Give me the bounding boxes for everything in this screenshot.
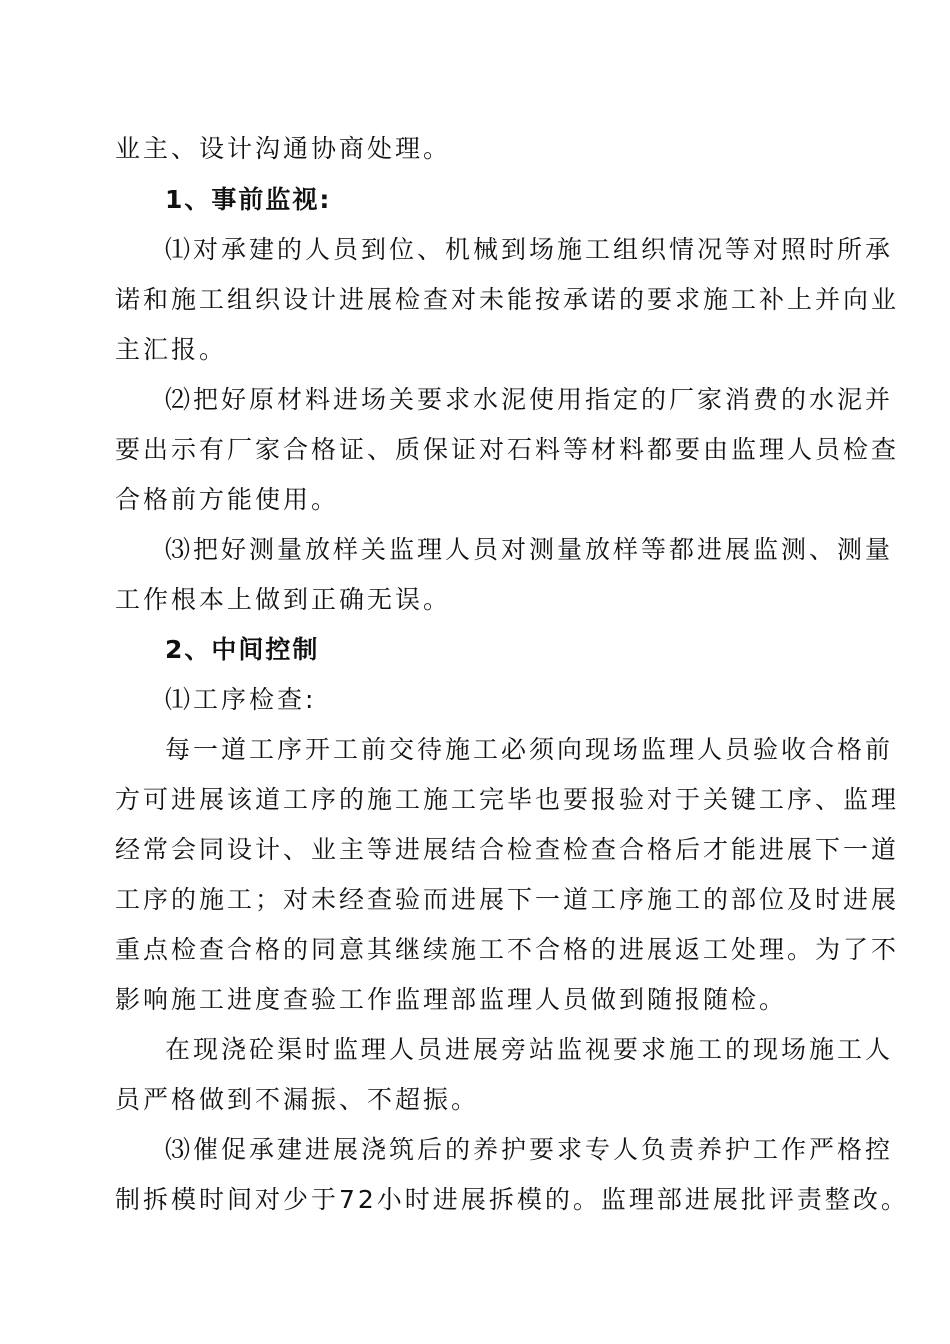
text-line: ⑶把好测量放样关监理人员对测量放样等都进展监测、测量 (165, 535, 894, 564)
text-line: ⑴工序检查: (165, 685, 317, 714)
text-line: 工作根本上做到正确无误。 (115, 585, 452, 614)
text-line: 员严格做到不漏振、不超振。 (115, 1085, 480, 1114)
section-heading: 1、事前监视: (165, 185, 332, 214)
text-line: 工序的施工；对未经查验而进展下一道工序施工的部位及时进展 (115, 885, 900, 914)
text-line: ⑴对承建的人员到位、机械到场施工组织情况等对照时所承 (165, 235, 894, 264)
text-line: 业主、设计沟通协商处理。 (115, 134, 452, 163)
section-heading: 2、中间控制 (165, 635, 320, 664)
text-line: 要出示有厂家合格证、质保证对石料等材料都要由监理人员检查 (115, 435, 900, 464)
text-line: 影响施工进度查验工作监理部监理人员做到随报随检。 (115, 985, 788, 1014)
text-line: 合格前方能使用。 (115, 485, 340, 514)
text-line: 制拆模时间对少于72小时进展拆模的。监理部进展批评责整改。 (115, 1185, 909, 1214)
text-line: ⑵把好原材料进场关要求水泥使用指定的厂家消费的水泥并 (165, 385, 894, 414)
text-line: 方可进展该道工序的施工施工完毕也要报验对于关键工序、监理 (115, 785, 900, 814)
text-line: ⑶催促承建进展浇筑后的养护要求专人负责养护工作严格控 (165, 1135, 894, 1164)
text-line: 每一道工序开工前交待施工必须向现场监理人员验收合格前 (165, 735, 894, 764)
text-line: 主汇报。 (115, 335, 228, 364)
text-line: 在现浇砼渠时监理人员进展旁站监视要求施工的现场施工人 (165, 1035, 894, 1064)
text-line: 诺和施工组织设计进展检查对未能按承诺的要求施工补上并向业 (115, 285, 900, 314)
text-line: 经常会同设计、业主等进展结合检查检查合格后才能进展下一道 (115, 835, 900, 864)
text-line: 重点检查合格的同意其继续施工不合格的进展返工处理。为了不 (115, 935, 900, 964)
